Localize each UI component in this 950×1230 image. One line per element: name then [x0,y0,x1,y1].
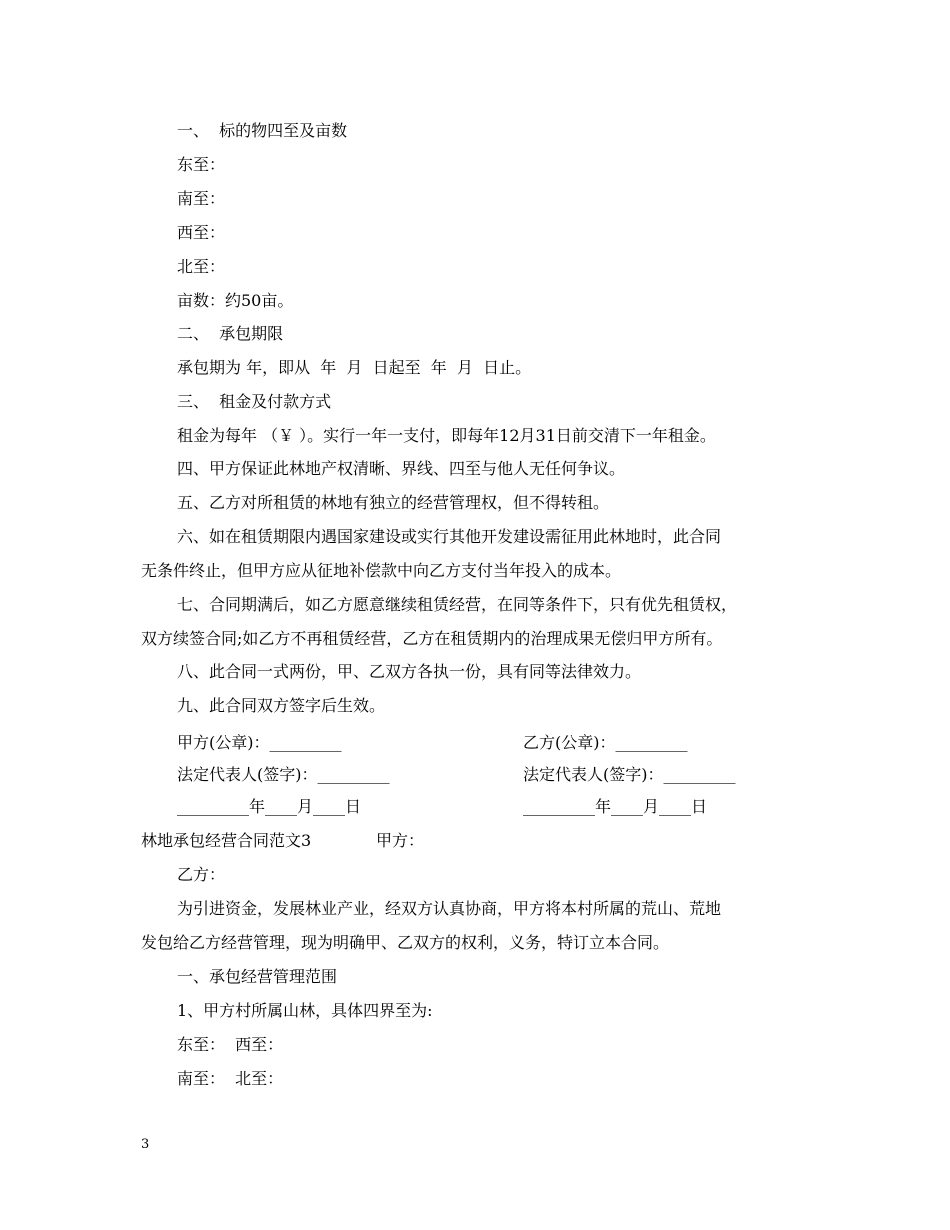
paragraph: 亩数：约50亩。 [177,291,294,310]
party-b-seal: 乙方(公章)：_________ [523,733,688,752]
section-heading: 一、 标的物四至及亩数 [177,121,348,140]
paragraph: 租金为每年 （￥ ）。实行一年一支付，即每年12月31日前交清下一年租金。 [177,426,716,445]
paragraph: 西至： [177,223,226,242]
section-heading: 三、 租金及付款方式 [177,392,332,411]
paragraph: 承包期为 年，即从 年 月 日起至 年 月 日止。 [177,358,532,377]
paragraph: 无条件终止，但甲方应从征地补偿款中向乙方支付当年投入的成本。 [141,561,622,580]
paragraph: 七、合同期满后，如乙方愿意继续租赁经营，在同等条件下，只有优先租赁权， [177,595,738,614]
paragraph: 东至： [177,155,226,174]
party-b-label: 乙方： [177,865,226,884]
party-a-date: _________年____月____日 [177,797,362,816]
section-heading: 二、 承包期限 [177,324,284,343]
paragraph: 南至： [177,189,226,208]
paragraph: 六、如在租赁期限内遇国家建设或实行其他开发建设需征用此林地时，此合同 [177,527,722,546]
paragraph: 九、此合同双方签字后生效。 [177,696,386,715]
party-b-representative: 法定代表人(签字)：_________ [523,765,736,784]
party-a-label: 甲方： [376,831,425,850]
paragraph: 发包给乙方经营管理，现为明确甲、乙双方的权利，义务，特订立本合同。 [141,933,670,952]
paragraph: 北至： [177,257,226,276]
paragraph: 东至： 西至： [177,1035,284,1054]
contract-title: 林地承包经营合同范文3 [141,831,312,850]
paragraph: 四、甲方保证此林地产权清晰、界线、四至与他人无任何争议。 [177,459,626,478]
party-b-date: _________年____月____日 [523,797,708,816]
party-a-representative: 法定代表人(签字)：_________ [177,765,390,784]
party-a-seal: 甲方(公章)：_________ [177,733,342,752]
page-number: 3 [141,1137,150,1152]
paragraph: 八、此合同一式两份，甲、乙双方各执一份，具有同等法律效力。 [177,662,642,681]
paragraph: 五、乙方对所租赁的林地有独立的经营管理权，但不得转租。 [177,493,610,512]
paragraph: 1、甲方村所属山林，具体四界至为: [177,1001,433,1020]
paragraph: 双方续签合同;如乙方不再租赁经营，乙方在租赁期内的治理成果无偿归甲方所有。 [141,629,723,648]
paragraph: 为引进资金，发展林业产业，经双方认真协商，甲方将本村所属的荒山、荒地 [177,899,722,918]
paragraph: 南至： 北至： [177,1069,284,1088]
section-heading: 一、承包经营管理范围 [177,967,338,986]
